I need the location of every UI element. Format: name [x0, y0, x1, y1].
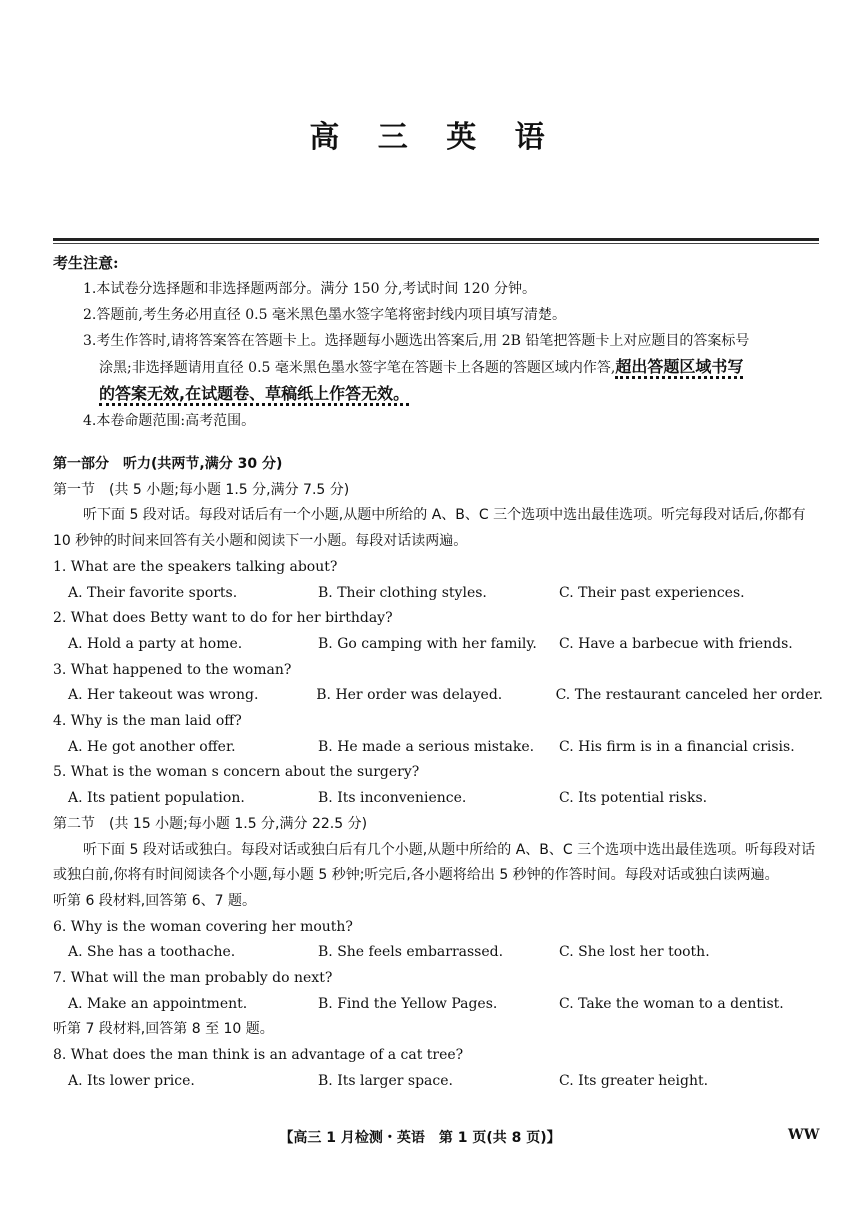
- question-stem: 8. What does the man think is an advantage of a cat tree?: [53, 1047, 464, 1064]
- footer-page-info: 【高三 1 月检测・英语 第 1 页(共 8 页)】: [279, 1130, 561, 1146]
- notice-heading: 考生注意:: [53, 254, 119, 272]
- question-stem: 3. What happened to the woman?: [53, 661, 292, 678]
- section2-instructions: 听下面 5 段对话或独白。每段对话或独白后有几个小题,从题中所给的 A、B、C 三个选项中选出最佳选项。听每段对话或独白前,你将有时间阅读各个小题,每小题 5 秒钟;听完后,各小题将给出 5 秒钟的作答时间。每段对话或独白读两遍。: [53, 841, 816, 884]
- notice-emphasis-1: 超出答题区域书写: [615, 357, 743, 379]
- section1-heading: 第一节 (共 5 小题;每小题 1.5 分,满分 7.5 分): [53, 481, 350, 498]
- material-6-label: 听第 6 段材料,回答第 6、7 题。: [53, 892, 256, 909]
- question-options: [53, 940, 823, 966]
- option-b: B. Find the Yellow Pages.: [318, 995, 498, 1012]
- notice-item-3: 3.考生作答时,请将答案答在答题卡上。选择题每小题选出答案后,用 2B 铅笔把答题卡上对应题目的答案标号: [83, 333, 750, 349]
- option-b: B. Its inconvenience.: [318, 790, 467, 807]
- option-c: C. His firm is in a financial crisis.: [559, 738, 795, 755]
- notice-item-3-emphasis-line: [53, 381, 823, 408]
- question-options: [53, 1069, 823, 1095]
- question-stem: 4. Why is the man laid off?: [53, 713, 242, 730]
- option-c: C. Take the woman to a dentist.: [559, 995, 784, 1012]
- listening-part: [53, 452, 823, 1095]
- option-b: B. She feels embarrassed.: [318, 944, 504, 961]
- option-c: C. The restaurant canceled her order.: [555, 687, 823, 704]
- question-options: [53, 735, 823, 761]
- question-stem: 7. What will the man probably do next?: [53, 970, 333, 987]
- option-c: C. She lost her tooth.: [559, 944, 710, 961]
- header-divider: [53, 238, 819, 241]
- notice-section: [53, 250, 823, 434]
- question-options: [53, 786, 823, 812]
- question-stem: 1. What are the speakers talking about?: [53, 558, 338, 575]
- option-c: C. Their past experiences.: [559, 584, 745, 601]
- question-stem: 5. What is the woman s concern about the surgery?: [53, 764, 420, 781]
- option-a: A. Their favorite sports.: [68, 584, 238, 601]
- option-a: A. Her takeout was wrong.: [68, 687, 259, 704]
- option-a: A. Its patient population.: [68, 790, 245, 807]
- notice-item-4: 4.本卷命题范围:高考范围。: [83, 413, 256, 429]
- question-options: [53, 683, 823, 709]
- question-stem: 2. What does Betty want to do for her birthday?: [53, 610, 393, 627]
- material-7-label: 听第 7 段材料,回答第 8 至 10 题。: [53, 1021, 274, 1038]
- section2-heading: 第二节 (共 15 小题;每小题 1.5 分,满分 22.5 分): [53, 815, 368, 832]
- question-options: [53, 581, 823, 607]
- option-a: A. Its lower price.: [68, 1072, 195, 1089]
- part1-heading: 第一部分 听力(共两节,满分 30 分): [53, 456, 283, 472]
- footer-code: WW: [788, 1127, 820, 1143]
- question-options: [53, 632, 823, 658]
- notice-item-2: 2.答题前,考生务必用直径 0.5 毫米黑色墨水签字笔将密封线内项目填写清楚。: [83, 307, 566, 323]
- option-a: A. She has a toothache.: [68, 944, 236, 961]
- notice-item-3-text: 涂黑;非选择题请用直径 0.5 毫米黑色墨水签字笔在答题卡上各题的答题区域内作答,: [99, 360, 616, 376]
- option-b: B. Their clothing styles.: [318, 584, 487, 601]
- option-b: B. Her order was delayed.: [316, 687, 503, 704]
- section1-instructions: 听下面 5 段对话。每段对话后有一个小题,从题中所给的 A、B、C 三个选项中选出最佳选项。听完每段对话后,你都有 10 秒钟的时间来回答有关小题和阅读下一小题。每段对话读两遍。: [53, 507, 806, 550]
- page-title: 高 三 英 语: [309, 120, 559, 155]
- option-c: C. Its potential risks.: [559, 790, 708, 807]
- option-c: C. Have a barbecue with friends.: [559, 635, 793, 652]
- option-a: A. He got another offer.: [68, 738, 236, 755]
- question-options: [53, 992, 823, 1018]
- notice-item-3-continued: [53, 354, 823, 381]
- option-a: A. Hold a party at home.: [68, 635, 243, 652]
- header-divider-thin: [53, 243, 819, 244]
- notice-item-1: 1.本试卷分选择题和非选择题两部分。满分 150 分,考试时间 120 分钟。: [83, 281, 537, 297]
- option-b: B. Go camping with her family.: [318, 635, 537, 652]
- option-b: B. Its larger space.: [318, 1072, 453, 1089]
- notice-emphasis-2: 的答案无效,在试题卷、草稿纸上作答无效。: [99, 384, 409, 406]
- question-stem: 6. Why is the woman covering her mouth?: [53, 918, 353, 935]
- option-b: B. He made a serious mistake.: [318, 738, 535, 755]
- option-c: C. Its greater height.: [559, 1072, 709, 1089]
- option-a: A. Make an appointment.: [68, 995, 248, 1012]
